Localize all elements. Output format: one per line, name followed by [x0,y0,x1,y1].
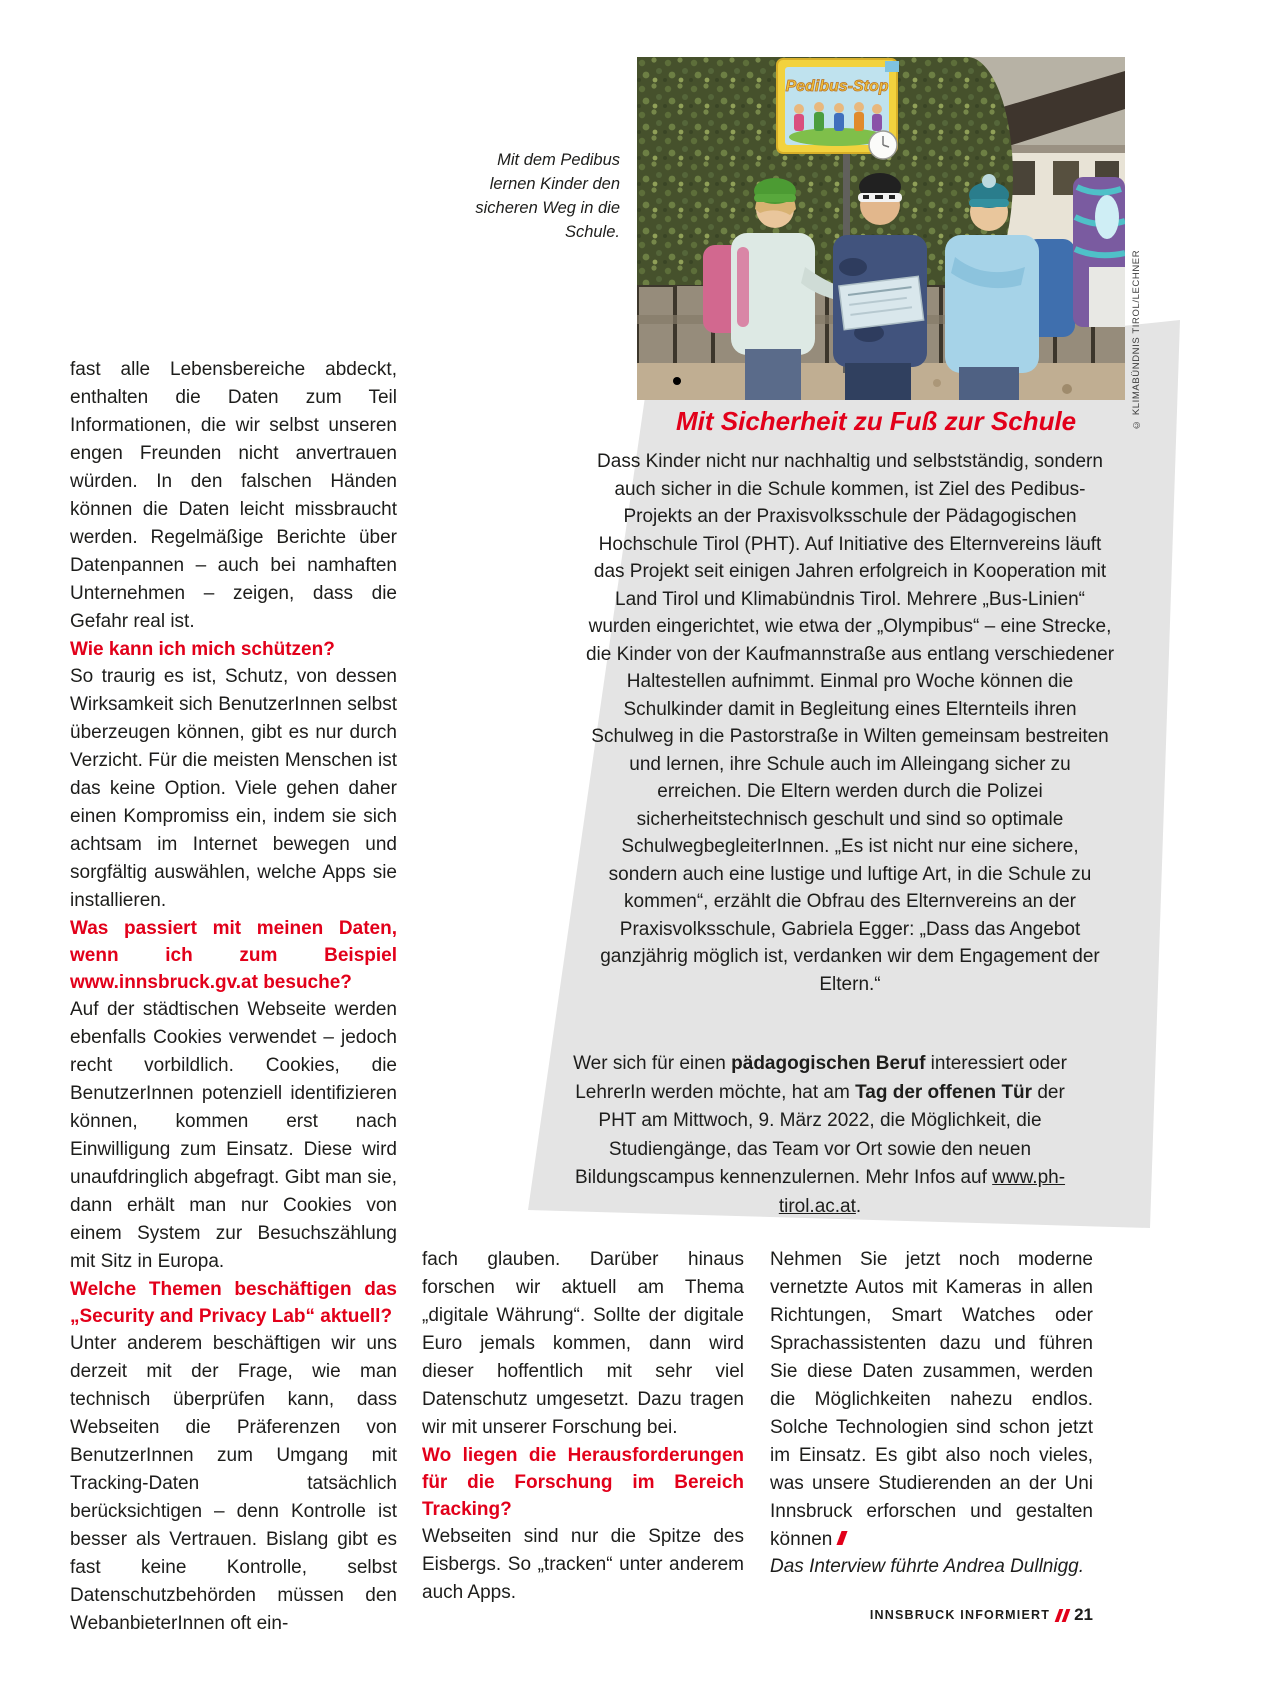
child-far-right-partial [1073,177,1125,327]
left-column [70,356,397,1638]
section-heading-daten: Was passiert mit meinen Daten, wenn ich zum Beispiel www.innsbruck.gv.at besuche? [70,918,397,993]
photo-caption: Mit dem Pedibus lernen Kinder den sicheren Weg in die Schule. [475,151,620,241]
note-text: interessiert oder LehrerIn werden möchte, hat am [575,1053,1067,1103]
right-column [770,1246,1093,1580]
section-heading-schuetzen: Wie kann ich mich schützen? [70,639,335,660]
paragraph: fast alle Lebensbereiche abdeckt, enthalten die Daten zum Teil Informationen, die wir selbst unseren engen Freunden nicht anvertrauen würden. In den falschen Händen können die Daten leicht missbraucht werden. Regelmäßige Berichte über Datenpannen – auch bei namhaften Unternehmen – zeigen, dass die Gefahr real ist. [70,359,397,632]
note-text: . [855,1195,862,1217]
interview-credit: Das Interview führte Andrea Dullnigg. [770,1556,1085,1577]
photo-credit: © KLIMABÜNDNIS TIROL/LECHNER [1131,249,1142,430]
paragraph: fach glauben. Darüber hinaus forschen wir aktuell am Thema „digitale Währung“. Sollte der digitale Euro jemals kommen, dann wird dieser hoffentlich mit sehr viel Datenschutz umgesetzt. Dazu tragen wir mit unserer Forschung bei. [422,1249,744,1438]
paragraph [770,1246,1093,1554]
infobox-note [560,1050,1080,1221]
paragraph: Unter anderem beschäftigen wir uns derzeit mit der Frage, wie man technisch überprüfen kann, dass Webseiten die Präferenzen von BenutzerInnen zum Umgang mit Tracking-Daten tatsächlich berücksichtigen – denn Kontrolle ist besser als Vertrauen. Bislang gibt es fast keine Kontrolle, selbst Datenschutzbehörden müssen den WebanbieterInnen oft ein- [70,1333,397,1634]
page-number: 21 [1074,1605,1093,1624]
sign-text: Pedibus-Stop [785,78,889,95]
red-double-slash-icon [1057,1609,1067,1622]
pedibus-photo [637,57,1125,400]
note-text: der PHT am Mittwoch, 9. März 2022, die Möglichkeit, die Studiengänge, das Team vor Ort sowie den neuen Bildungscampus kennenzulernen. Mehr Infos auf [574,1081,1065,1188]
pedibus-photo-illustration [637,57,1125,400]
section-heading-themen: Welche Themen beschäftigen das „Security and Privacy Lab“ aktuell? [70,1279,397,1327]
infobox-body: Dass Kinder nicht nur nachhaltig und selbstständig, sondern auch sicher in die Schule kommen, ist Ziel des Pedibus-Projekts an der Praxisvolksschule der Pädagogischen Hochschule Tirol (PHT). Auf Initiative des Elternvereins läuft das Projekt seit einigen Jahren erfolgreich in Kooperation mit Land Tirol und Klimabündnis Tirol. Mehrere „Bus-Linien“ wurden eingerichtet, wie etwa der „Olympibus“ – eine Strecke, die Kinder von der Kaufmannstraße aus entlang verschiedener Haltestellen aufnimmt. Einmal pro Woche können die Schulkinder damit in Begleitung eines Elternteils ihren Schulweg in die Pastorstraße in Wilten gemeinsam bestreiten und lernen, ihre Schule auch im Alleingang sicher zu erreichen. Die Eltern werden durch die Polizei sicherheitstechnisch geschult und sind so optimale SchulwegbegleiterInnen. „Es ist nicht nur eine sichere, sondern auch eine lustige und luftige Art, in die Schule zu kommen“, erzählt die Obfrau des Elternvereins an der Praxisvolksschule, Gabriela Egger: „Dass das Angebot ganzjährig möglich ist, verdanken wir dem Engagement der Eltern.“ [585,451,1115,995]
paragraph: Auf der städtischen Webseite werden ebenfalls Cookies verwendet – jedoch recht vorbildlich. Cookies, die BenutzerInnen potenziell identifizieren können, kommen erst nach Einwilligung zum Einsatz. Diese wird unaufdringlich abgefragt. Gibt man sie, dann erhält man nur Cookies von einem System zur Besuchszählung mit Sitz in Europa. [70,999,397,1272]
middle-column [422,1246,744,1607]
infobox-title: Mit Sicherheit zu Fuß zur Schule [676,406,1077,436]
paragraph: So traurig es ist, Schutz, von dessen Wirksamkeit sich BenutzerInnen selbst überzeugen können, gibt es nur durch Verzicht. Für die meisten Menschen ist das keine Option. Viele gehen daher einen Kompromiss ein, indem sie sich achtsam im Internet bewegen und sorgfältig auswählen, welche Apps sie installieren. [70,666,397,911]
paper-map [839,276,924,329]
section-heading-tracking: Wo liegen die Herausforderungen für die Forschung im Bereich Tracking? [422,1445,744,1520]
note-bold-beruf: pädagogischen Beruf [731,1053,926,1074]
paragraph: Webseiten sind nur die Spitze des Eisbergs. So „tracken“ unter anderem auch Apps. [422,1526,744,1603]
paragraph-text: Nehmen Sie jetzt noch moderne vernetzte Autos mit Kameras in allen Richtungen, Smart Watches oder Sprachassistenten dazu und führen Sie diese Daten zusammen, werden die Möglichkeiten nahezu endlos. Solche Technologien sind schon jetzt im Einsatz. Es gibt also noch vieles, was unsere Studierenden an der Uni Innsbruck erforschen und gestalten können [770,1249,1093,1550]
page-footer [870,1605,1093,1625]
pht-website-link[interactable]: www.ph-tirol.ac.at [778,1167,1066,1217]
article-end-mark-icon [837,1531,848,1545]
magazine-name: INNSBRUCK INFORMIERT [869,1608,1051,1622]
note-text: Wer sich für einen [573,1053,732,1074]
note-bold-tag: Tag der offenen Tür [855,1081,1033,1103]
pedibus-stop-sign [777,59,899,159]
